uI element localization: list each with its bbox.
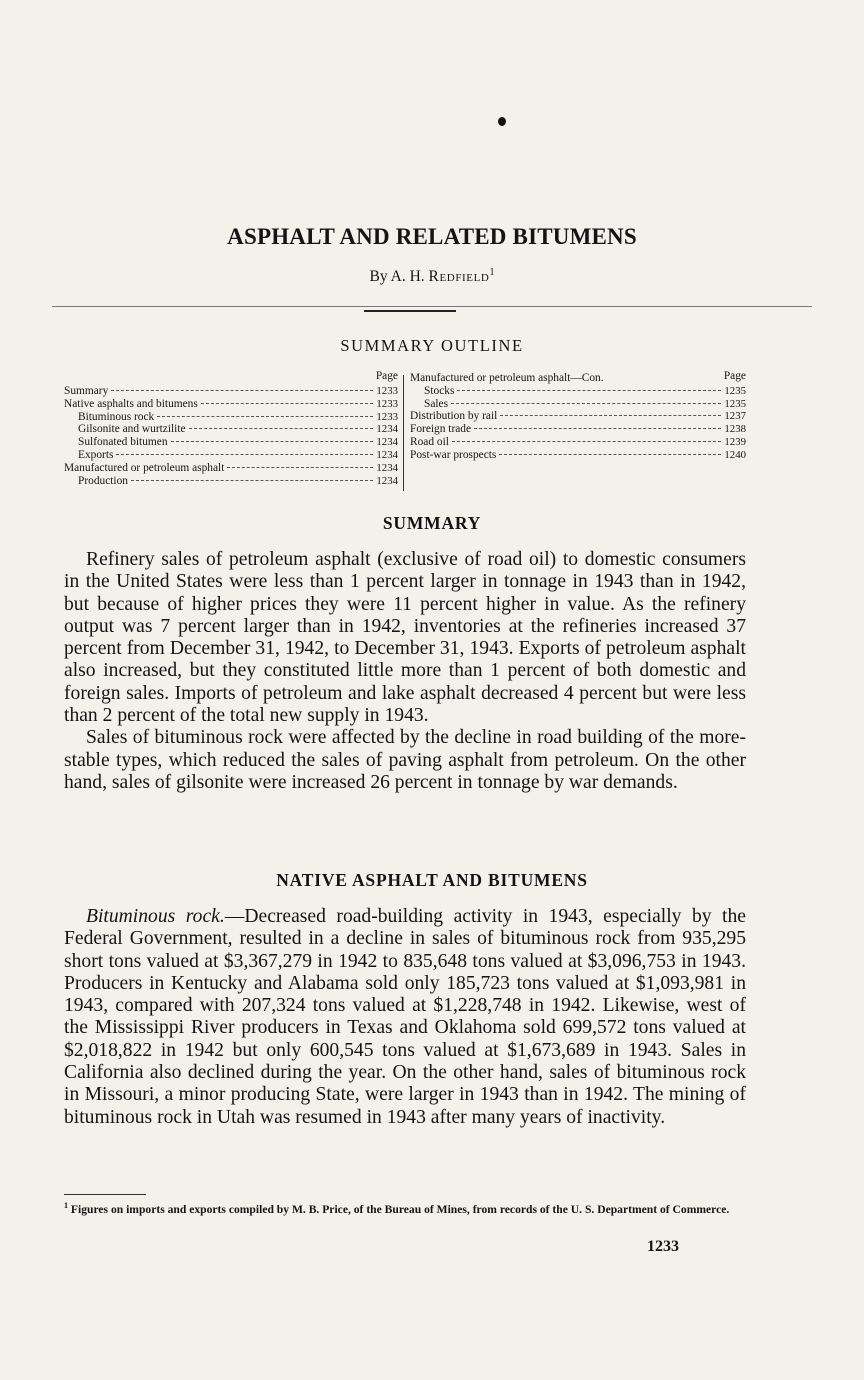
outline-entry-label: Gilsonite and wurtzilite bbox=[78, 423, 186, 436]
outline-entry-label: Post-war prospects bbox=[410, 448, 497, 461]
outline-entry-label: Summary bbox=[64, 385, 109, 397]
byline-author: Redfield bbox=[428, 268, 490, 286]
outline-entry-page: 1235 bbox=[724, 384, 746, 397]
outline-entry-page: 1235 bbox=[724, 397, 746, 410]
outline-column-right bbox=[410, 370, 746, 462]
outline-entry-page: 1234 bbox=[376, 448, 398, 461]
outline-entry-label: Manufactured or petroleum asphalt bbox=[64, 461, 225, 474]
outline-entry-page: 1233 bbox=[376, 385, 398, 397]
page-number: 1233 bbox=[647, 1238, 679, 1255]
outline-entry-leader bbox=[157, 416, 373, 417]
outline-entry-leader bbox=[189, 428, 374, 429]
outline-entry-label: Production bbox=[78, 474, 128, 487]
summary-paragraph-1: Refinery sales of petroleum asphalt (exclusive of road oil) to domestic consumers in the United States were less than 1 percent larger in tonnage in 1943 than in 1942, but because of higher prices they were 11 percent higher in value. As the refinery output was 7 percent larger than in 1942, inventories at the refineries increased 37 percent from December 31, 1942, to December 31, 1943. Exports of petroleum asphalt also increased, but they constituted little more than 1 percent of both domestic and foreign sales. Imports of petroleum and lake asphalt decreased 4 percent but were less than 2 percent of the total new supply in 1943. bbox=[64, 549, 746, 727]
outline-entry bbox=[410, 423, 746, 436]
outline-entry-label: Manufactured or petroleum asphalt—Con. bbox=[410, 372, 604, 384]
native-asphalt-body bbox=[64, 906, 746, 1129]
outline-entry bbox=[64, 411, 398, 424]
outline-column-left bbox=[64, 370, 398, 487]
outline-entry-page: 1234 bbox=[376, 423, 398, 436]
outline-entry-leader bbox=[116, 454, 373, 455]
outline-entry-label: Stocks bbox=[424, 384, 455, 397]
outline-entry-leader bbox=[171, 441, 374, 442]
outline-entry-page: 1240 bbox=[724, 448, 746, 461]
footnote bbox=[64, 1199, 746, 1216]
outline-entry-label: Bituminous rock bbox=[78, 410, 155, 423]
outline-entry-leader bbox=[451, 403, 721, 404]
byline-footnote-mark: 1 bbox=[489, 267, 495, 278]
outline-heading: SUMMARY OUTLINE bbox=[340, 336, 524, 355]
outline-entry-leader bbox=[474, 428, 721, 429]
outline-entry bbox=[64, 423, 398, 436]
bituminous-rock-paragraph bbox=[64, 906, 746, 1129]
byline bbox=[0, 267, 864, 286]
footnote-rule bbox=[64, 1194, 146, 1195]
native-asphalt-heading: NATIVE ASPHALT AND BITUMENS bbox=[276, 870, 588, 890]
summary-heading: SUMMARY bbox=[382, 513, 482, 533]
bituminous-rock-lead: Bituminous rock. bbox=[86, 906, 225, 927]
outline-entry-page: 1234 bbox=[376, 436, 398, 449]
header-rule-short bbox=[364, 310, 456, 312]
outline-entry-label: Distribution by rail bbox=[410, 410, 498, 423]
outline-entry-page: 1233 bbox=[376, 397, 398, 410]
outline-entry bbox=[410, 449, 746, 462]
outline-entry-leader bbox=[499, 454, 721, 455]
outline-entry-leader bbox=[500, 415, 721, 416]
outline-entry-label: Exports bbox=[78, 448, 114, 461]
outline-entry bbox=[64, 436, 398, 449]
outline-entry-leader bbox=[201, 403, 374, 404]
header-rule bbox=[52, 306, 812, 307]
ink-dot bbox=[498, 117, 506, 126]
outline-entry bbox=[64, 385, 398, 398]
document-title: ASPHALT AND RELATED BITUMENS bbox=[227, 224, 637, 249]
outline-entry-leader bbox=[457, 390, 721, 391]
outline-entry-page: 1238 bbox=[724, 423, 746, 436]
outline-entry-label: Sulfonated bitumen bbox=[78, 436, 168, 449]
summary-body bbox=[64, 549, 746, 794]
outline-entry bbox=[64, 449, 398, 462]
outline-entry-page: 1239 bbox=[724, 435, 746, 448]
outline-column-divider bbox=[403, 375, 404, 491]
outline-entry-label: Sales bbox=[424, 397, 449, 410]
outline-entry bbox=[410, 436, 746, 449]
outline-entry-label: Foreign trade bbox=[410, 423, 472, 436]
outline-page-label-left: Page bbox=[375, 370, 398, 382]
outline-entry bbox=[64, 462, 398, 475]
outline-entry-page: 1237 bbox=[724, 410, 746, 423]
outline-continued-entry bbox=[410, 372, 746, 385]
summary-paragraph-2: Sales of bituminous rock were affected by the decline in road building of the more-stable types, which reduced the sales of paving asphalt from petroleum. On the other hand, sales of gilsonite were increased 26 percent in tonnage by war demands. bbox=[64, 727, 746, 793]
footnote-mark: 1 bbox=[64, 1201, 68, 1210]
outline-entry-leader bbox=[131, 480, 373, 481]
outline-entry-label: Road oil bbox=[410, 435, 449, 448]
outline-entry-page: 1234 bbox=[376, 474, 398, 487]
outline-page-label-right: Page bbox=[723, 370, 746, 382]
byline-prefix: By A. H. bbox=[369, 268, 425, 286]
outline-entry-leader bbox=[227, 467, 373, 468]
outline-entry bbox=[410, 398, 746, 411]
outline-entry-leader bbox=[452, 441, 721, 442]
outline-entry-label: Native asphalts and bitumens bbox=[64, 397, 198, 410]
outline-entry-page: 1233 bbox=[376, 410, 398, 423]
bituminous-rock-text: —Decreased road-building activity in 1943, especially by the Federal Government, resulted in a decline in sales of bituminous rock from 935,295 short tons valued at $3,367,279 in 1942 to 835,648 tons valued at $3,096,753 in 1943. Producers in Kentucky and Alabama sold only 185,723 tons valued at $1,093,981 in 1943, compared with 207,324 tons valued at $1,228,748 in 1942. Likewise, west of the Mississippi River producers in Texas and Oklahoma sold 699,572 tons valued at $2,018,822 in 1942 but only 600,545 tons valued at $1,673,689 in 1943. Sales in California also declined during the year. On the other hand, sales of bituminous rock in Missouri, a minor producing State, were larger in 1943 than in 1942. The mining of bituminous rock in Utah was resumed in 1943 after many years of inactivity. bbox=[64, 906, 746, 1128]
outline-entry bbox=[410, 410, 746, 423]
outline-entry-leader bbox=[111, 390, 373, 391]
outline-entry bbox=[64, 475, 398, 488]
outline-entry bbox=[64, 398, 398, 411]
outline-entry bbox=[410, 385, 746, 398]
footnote-text: Figures on imports and exports compiled by M. B. Price, of the Bureau of Mines, from records of the U. S. Department of Commerce. bbox=[70, 1202, 730, 1216]
outline-entry-page: 1234 bbox=[376, 461, 398, 474]
